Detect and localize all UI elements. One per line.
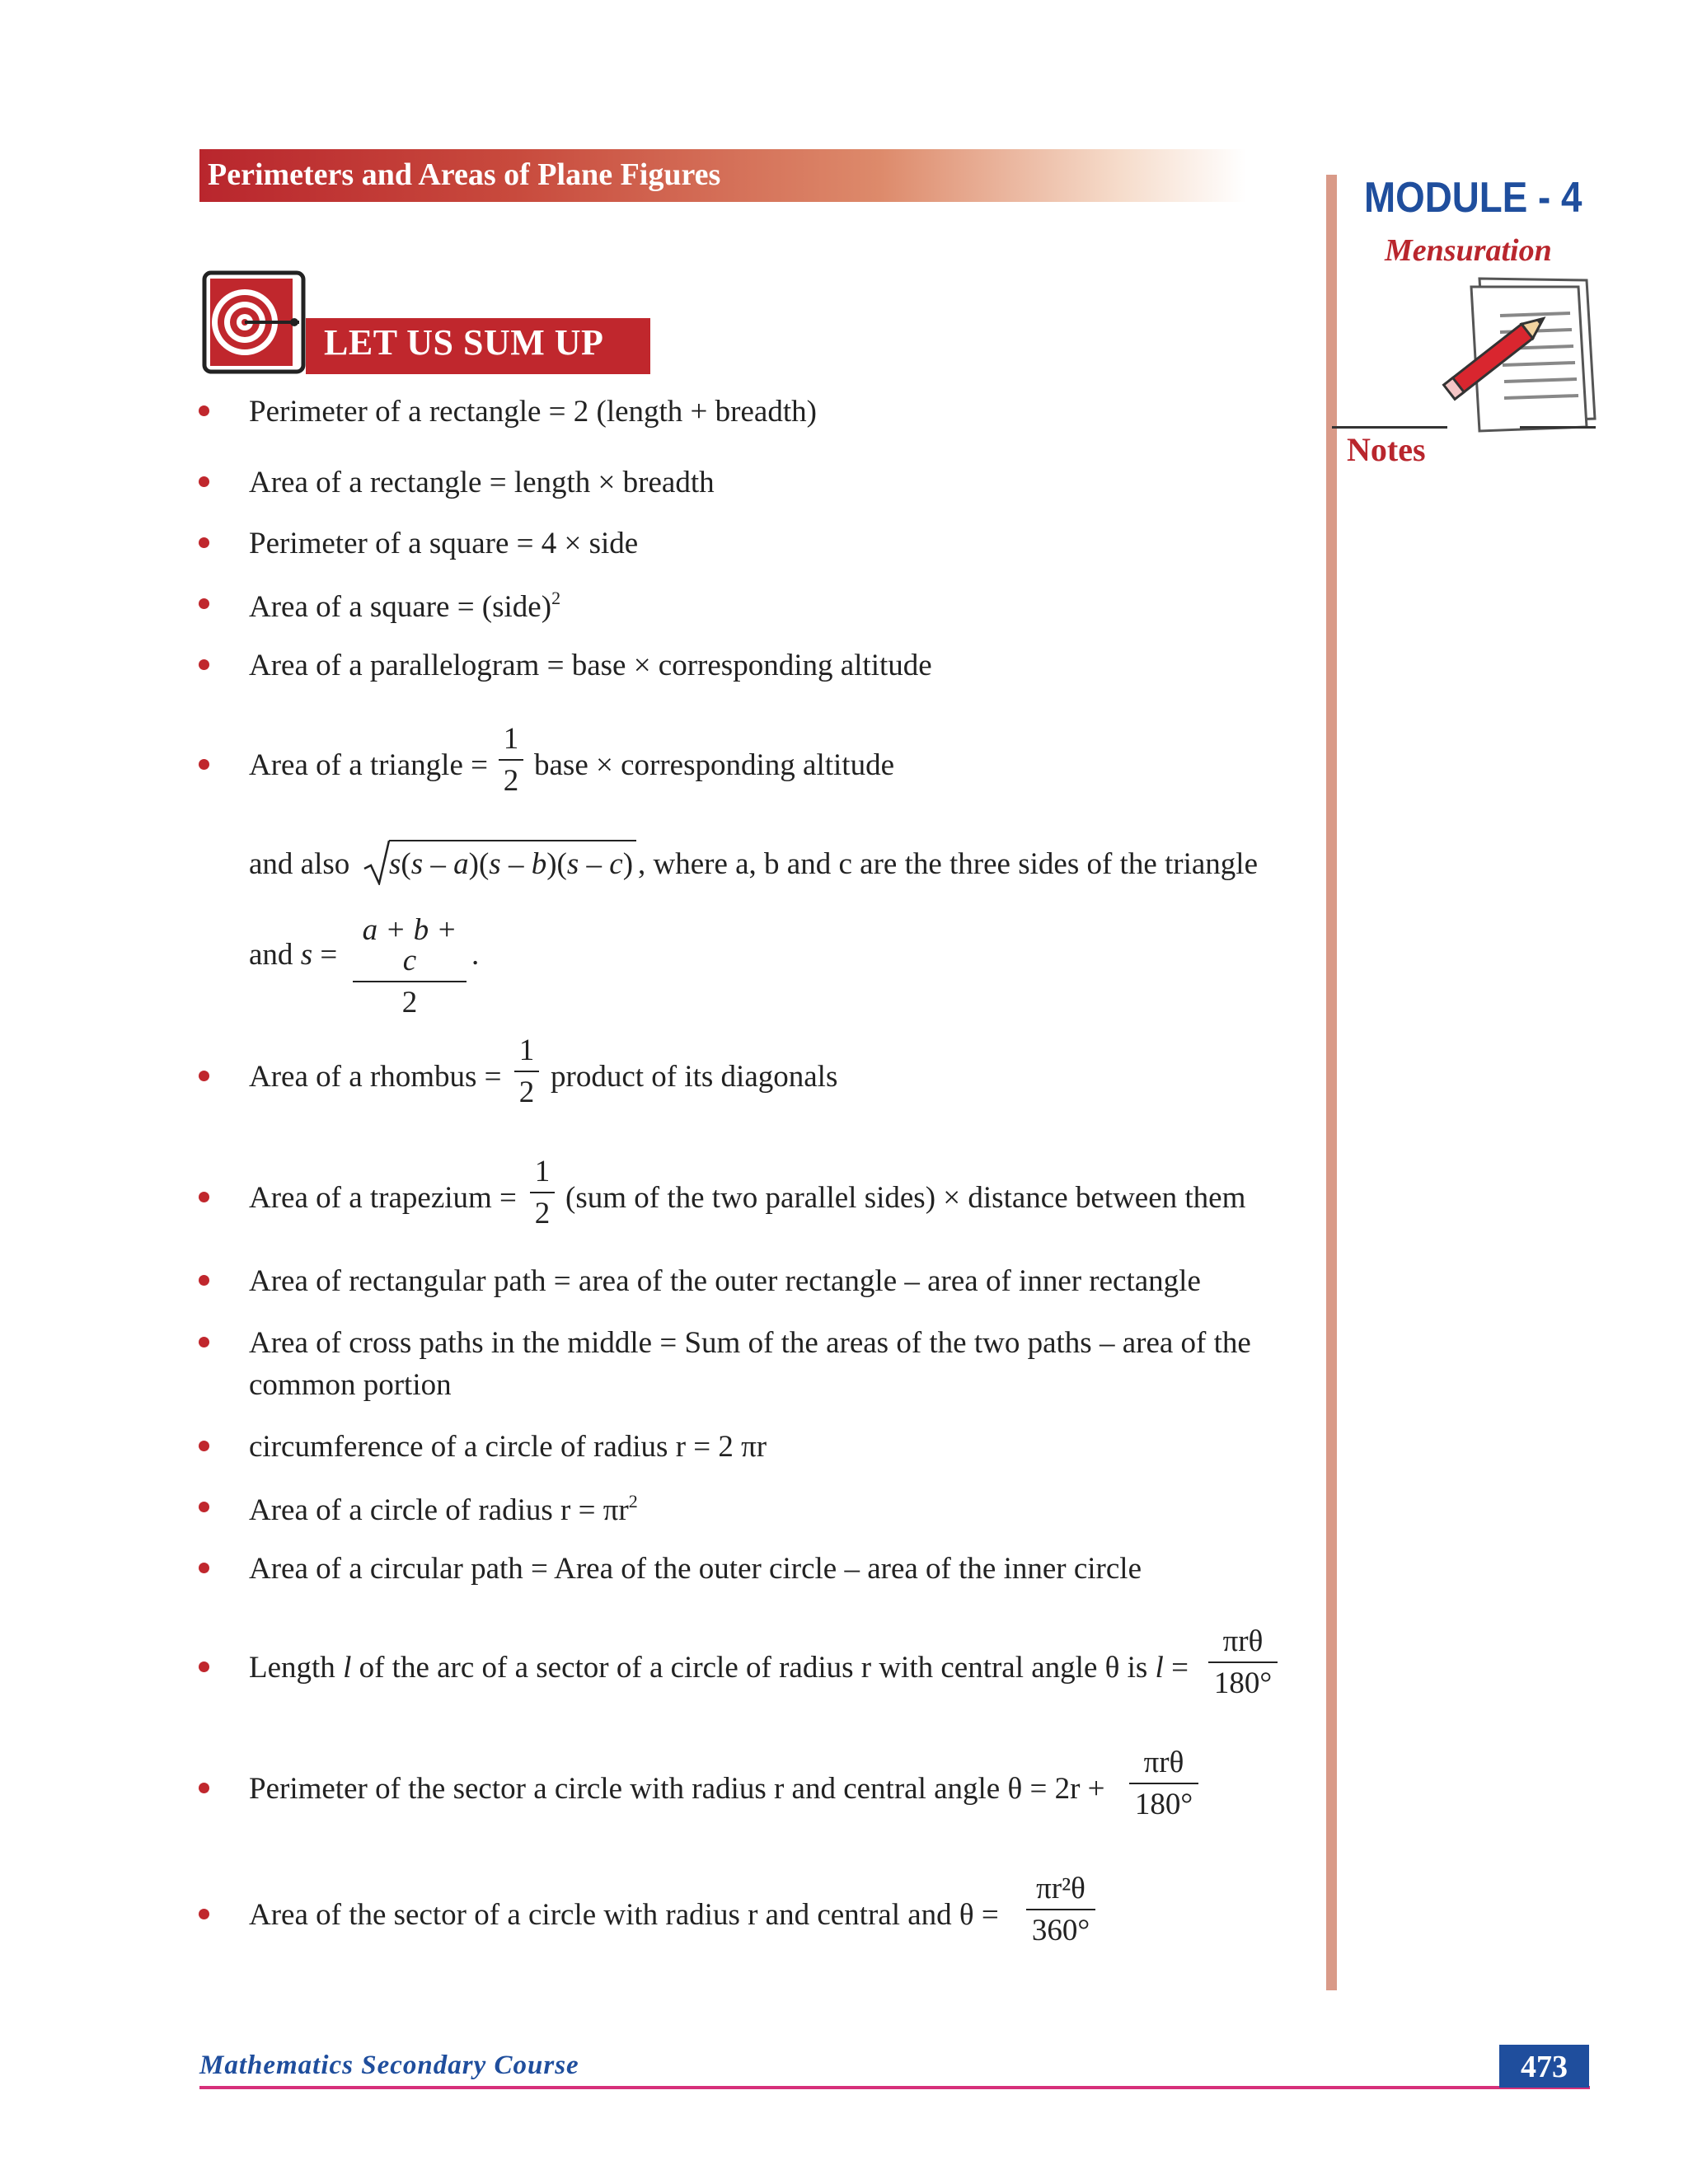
bullet-icon xyxy=(199,537,209,548)
list-item-text: Perimeter of the sector a circle with radius r and central angle θ = 2r + xyxy=(249,1772,1105,1806)
bullet-icon xyxy=(199,759,209,770)
fraction-semi xyxy=(353,915,467,1018)
numerator: 1 xyxy=(518,1033,535,1067)
fraction-half xyxy=(499,724,523,796)
bullet-icon xyxy=(199,405,209,416)
fraction-half xyxy=(530,1156,555,1229)
bullet-icon xyxy=(199,1071,209,1081)
list-item: Area of a circular path = Area of the outer circle – area of the inner circle xyxy=(249,1552,1142,1586)
bullet-icon xyxy=(199,1661,209,1672)
denominator: 2 xyxy=(401,986,418,1019)
fraction-sector-perimeter xyxy=(1129,1747,1198,1820)
footer-course-title: Mathematics Secondary Course xyxy=(199,2050,579,2080)
bullet-icon xyxy=(199,1441,209,1451)
bullet-icon xyxy=(199,476,209,487)
notes-rule xyxy=(1520,426,1596,429)
numerator: 1 xyxy=(534,1155,551,1188)
numerator: a + b + c xyxy=(362,913,457,977)
list-item-text: , where a, b and c are the three sides of the triangle xyxy=(638,847,1258,881)
notes-pencil-icon xyxy=(1430,262,1603,435)
bullet-icon xyxy=(199,1192,209,1202)
exponent: 2 xyxy=(628,1491,638,1511)
denominator: 2 xyxy=(534,1197,551,1230)
denominator: 180° xyxy=(1134,1788,1193,1821)
and-label: and xyxy=(249,938,293,972)
margin-divider xyxy=(1326,175,1337,1990)
chapter-title: Perimeters and Areas of Plane Figures xyxy=(208,157,721,192)
arc-prefix: Length xyxy=(249,1651,335,1685)
numerator: 1 xyxy=(503,722,519,756)
notes-rule xyxy=(1332,426,1447,429)
numerator: πrθ xyxy=(1222,1624,1264,1658)
bullet-icon xyxy=(199,1563,209,1573)
list-item: Area of rectangular path = area of the outer rectangle – area of inner rectangle xyxy=(249,1264,1201,1298)
fraction-half xyxy=(514,1035,539,1108)
arc-symbol: l xyxy=(343,1651,352,1685)
list-item-text: product of its diagonals xyxy=(551,1060,838,1094)
arc-text: of the arc of a sector of a circle of radius r with central angle θ is xyxy=(359,1651,1148,1685)
fraction-arc xyxy=(1208,1626,1278,1699)
numerator: πr²θ xyxy=(1036,1872,1085,1905)
bullet-icon xyxy=(199,1337,209,1347)
list-item-text: Area of a square = (side) xyxy=(249,590,552,624)
bullet-icon xyxy=(199,1275,209,1286)
sqrt-sign xyxy=(363,839,391,885)
fraction-sector-area xyxy=(1026,1873,1095,1946)
numerator: πrθ xyxy=(1143,1746,1184,1779)
sqrt-bar xyxy=(389,840,636,841)
list-item: Area of a rectangle = length × breadth xyxy=(249,466,715,499)
module-subject: Mensuration xyxy=(1385,233,1552,268)
list-item-text: Area of the sector of a circle with radius r and central and θ = xyxy=(249,1898,999,1932)
section-heading: LET US SUM UP xyxy=(324,322,604,363)
list-item-text: and s = xyxy=(249,938,338,972)
list-item xyxy=(249,1493,638,1526)
list-item-text: Area of a triangle = xyxy=(249,748,489,782)
list-item: Perimeter of a rectangle = 2 (length + breadth) xyxy=(249,395,817,429)
denominator: 2 xyxy=(518,1076,535,1109)
module-title: MODULE - 4 xyxy=(1364,174,1582,222)
bullet-icon xyxy=(199,1783,209,1793)
list-item-text: and also xyxy=(249,847,350,881)
heron-formula: s(s – a)(s – b)(s – c) xyxy=(389,847,634,881)
bullet-icon xyxy=(199,1909,209,1919)
bullet-icon xyxy=(199,598,209,609)
target-icon xyxy=(202,270,306,374)
denominator: 360° xyxy=(1031,1914,1090,1947)
list-item: Area of a parallelogram = base × corresponding altitude xyxy=(249,649,932,682)
list-item-text: (sum of the two parallel sides) × distance between them xyxy=(565,1181,1246,1215)
exponent: 2 xyxy=(551,588,561,608)
list-item-continuation: common portion xyxy=(249,1368,452,1402)
arc-symbol: l xyxy=(1155,1651,1164,1685)
list-item-text: Length l of the arc of a sector of a circle of radius r with central angle θ is l = xyxy=(249,1651,1189,1685)
list-item: circumference of a circle of radius r = 2 πr xyxy=(249,1430,767,1464)
list-item: Area of cross paths in the middle = Sum of the areas of the two paths – area of the xyxy=(249,1326,1251,1360)
list-item-text: Area of a circle of radius r = πr xyxy=(249,1493,629,1527)
denominator: 180° xyxy=(1213,1666,1273,1700)
bullet-icon xyxy=(199,659,209,670)
bullet-icon xyxy=(199,1502,209,1512)
list-item-text: Area of a trapezium = xyxy=(249,1181,517,1215)
list-item-text: Area of a rhombus = xyxy=(249,1060,502,1094)
list-item-text: base × corresponding altitude xyxy=(534,748,894,782)
list-item: Perimeter of a square = 4 × side xyxy=(249,527,639,560)
list-item xyxy=(249,589,560,622)
period: . xyxy=(471,938,480,972)
denominator: 2 xyxy=(503,764,519,798)
footer-rule xyxy=(199,2086,1590,2089)
page-number: 473 xyxy=(1521,2050,1568,2084)
notes-label: Notes xyxy=(1347,431,1426,468)
